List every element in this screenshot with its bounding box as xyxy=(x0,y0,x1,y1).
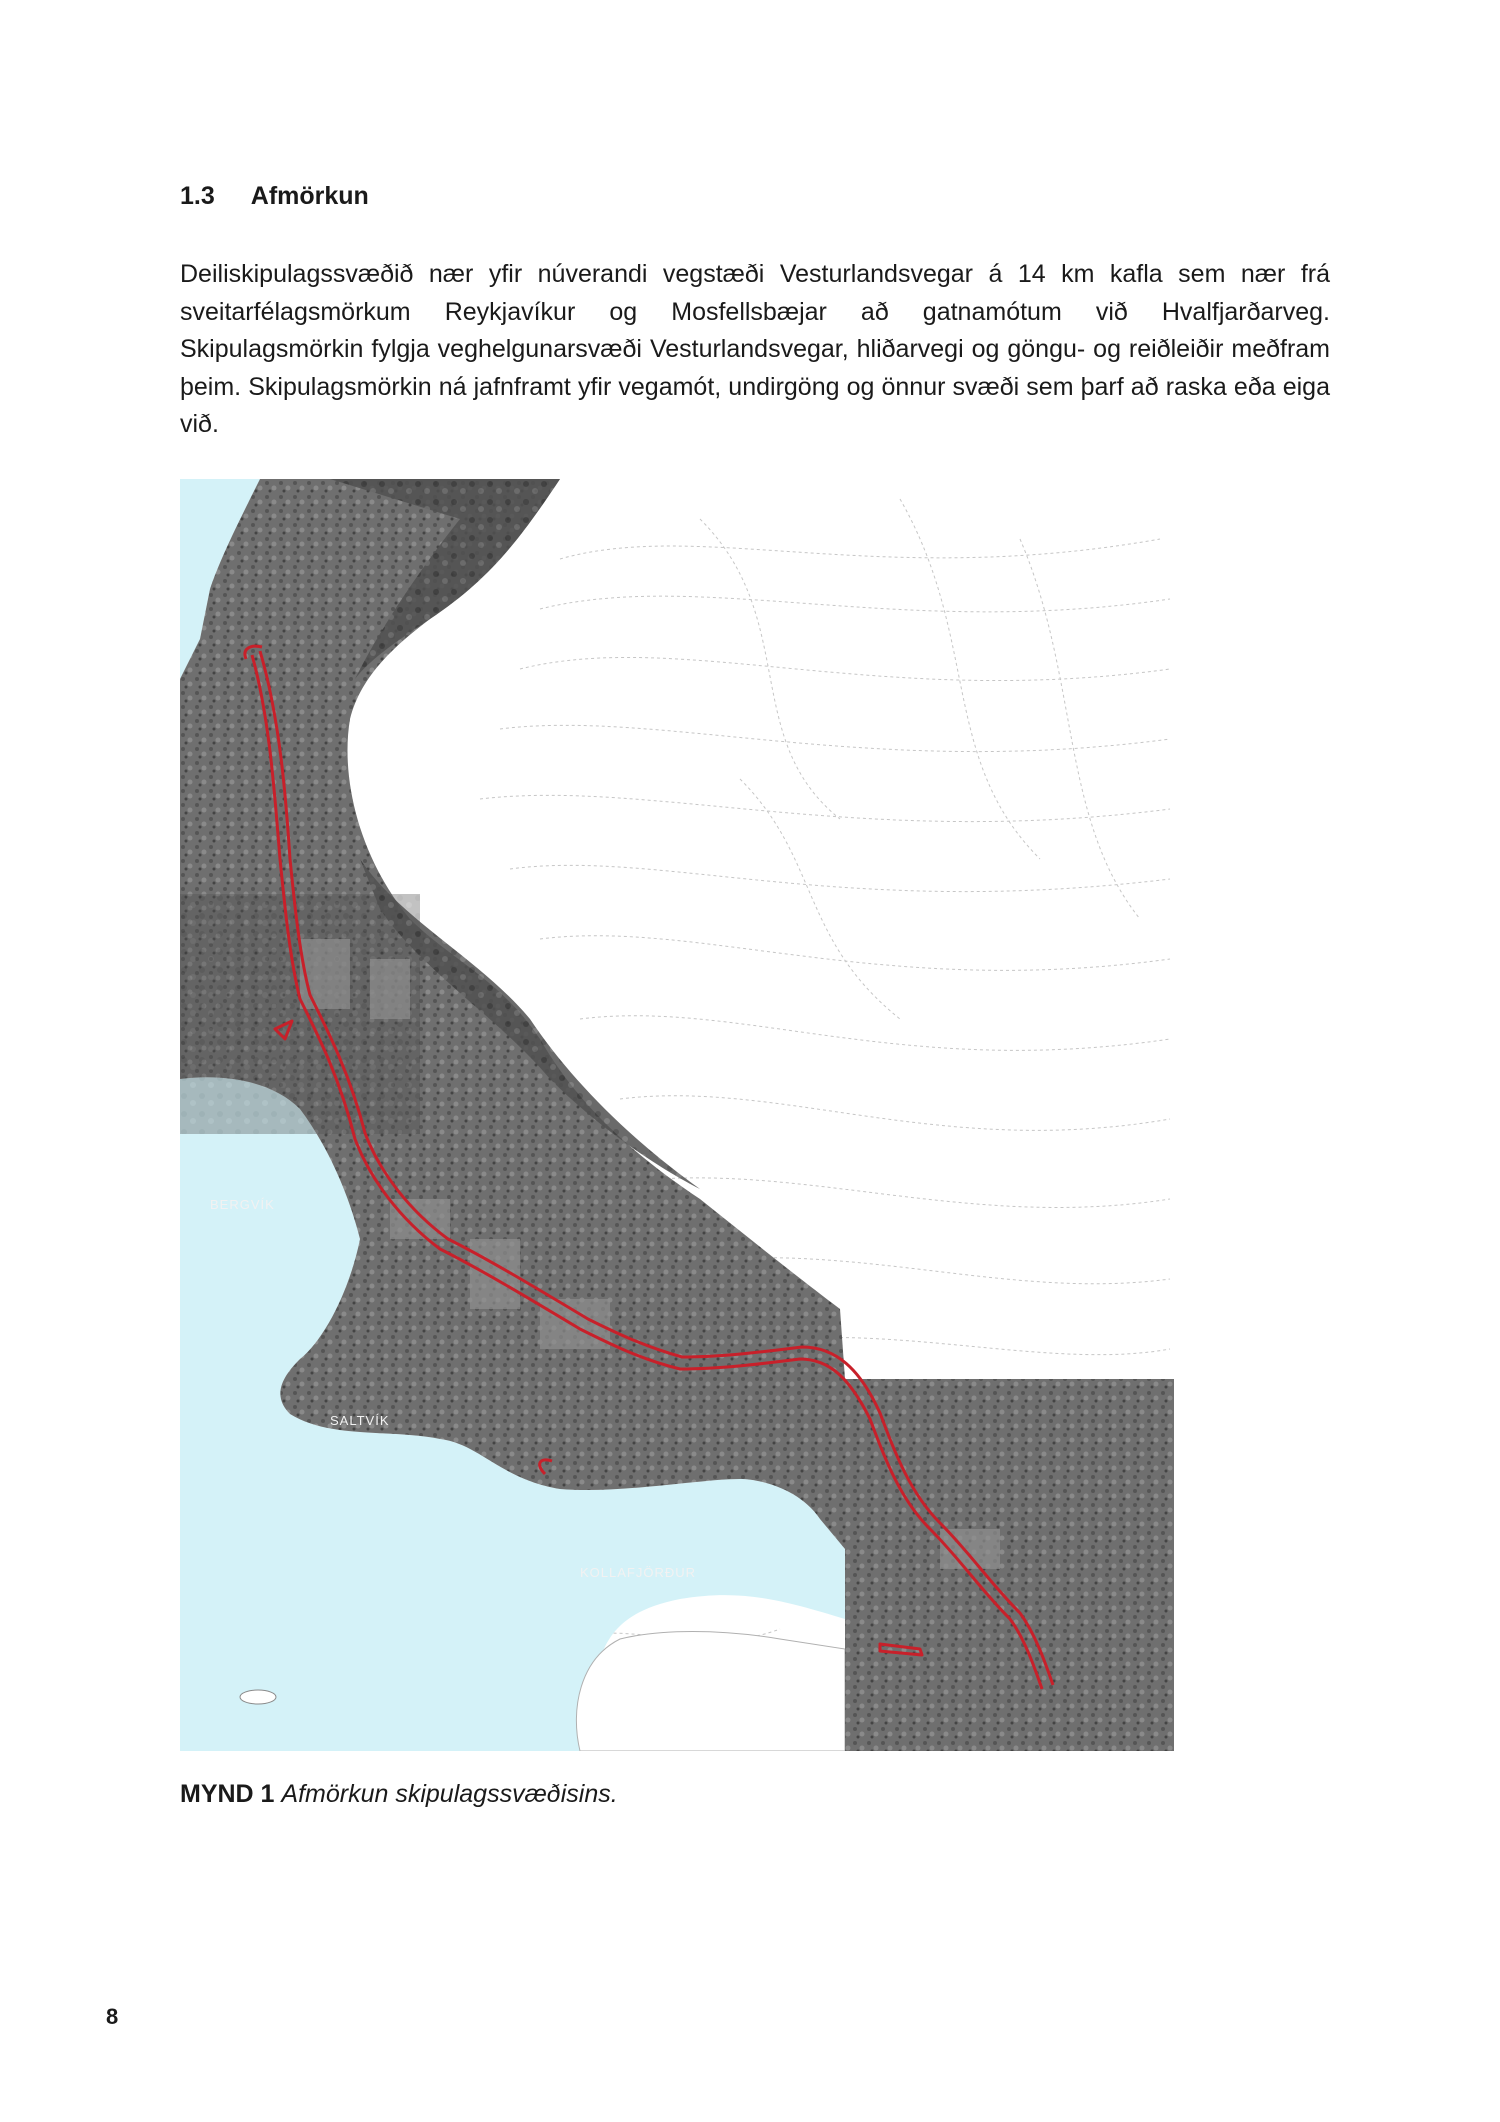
planning-area-map xyxy=(180,479,1174,1751)
figure-caption-text: Afmörkun skipulagssvæðisins. xyxy=(281,1780,618,1808)
small-island xyxy=(240,1690,276,1704)
page-number: 8 xyxy=(106,2004,119,2029)
figure-label: MYND 1 xyxy=(180,1780,275,1808)
body-paragraph: Deiliskipulagssvæðið nær yfir núverandi vegstæði Vesturlandsvegar á 14 km kafla sem nær frá sveitarfélagsmörkum Reykjavíkur og Mosfellsbæjar að gatnamótum við Hvalfjarðarveg. Skipulagsmörkin fylgja veghelgunarsvæði Vesturlandsvegar, hliðarvegi og göngu- og reiðleiðir meðfram þeim. Skipulagsmörkin ná jafnframt yfir vegamót, undirgöng og önnur svæði sem þarf að raska eða eiga við. xyxy=(180,260,1330,438)
section-number: 1.3 xyxy=(180,182,215,210)
label-berjavik: BERGVÍK xyxy=(210,1197,275,1212)
fjord-shore-land xyxy=(576,1632,845,1752)
label-kollafjordur: KOLLAFJÖRÐUR xyxy=(580,1565,697,1580)
figure-caption xyxy=(180,1780,618,1809)
section-heading xyxy=(180,182,369,211)
aerial-tile-southeast xyxy=(845,1379,1174,1751)
section-title: Afmörkun xyxy=(250,182,369,210)
label-saltvik: SALTVÍK xyxy=(330,1413,390,1428)
